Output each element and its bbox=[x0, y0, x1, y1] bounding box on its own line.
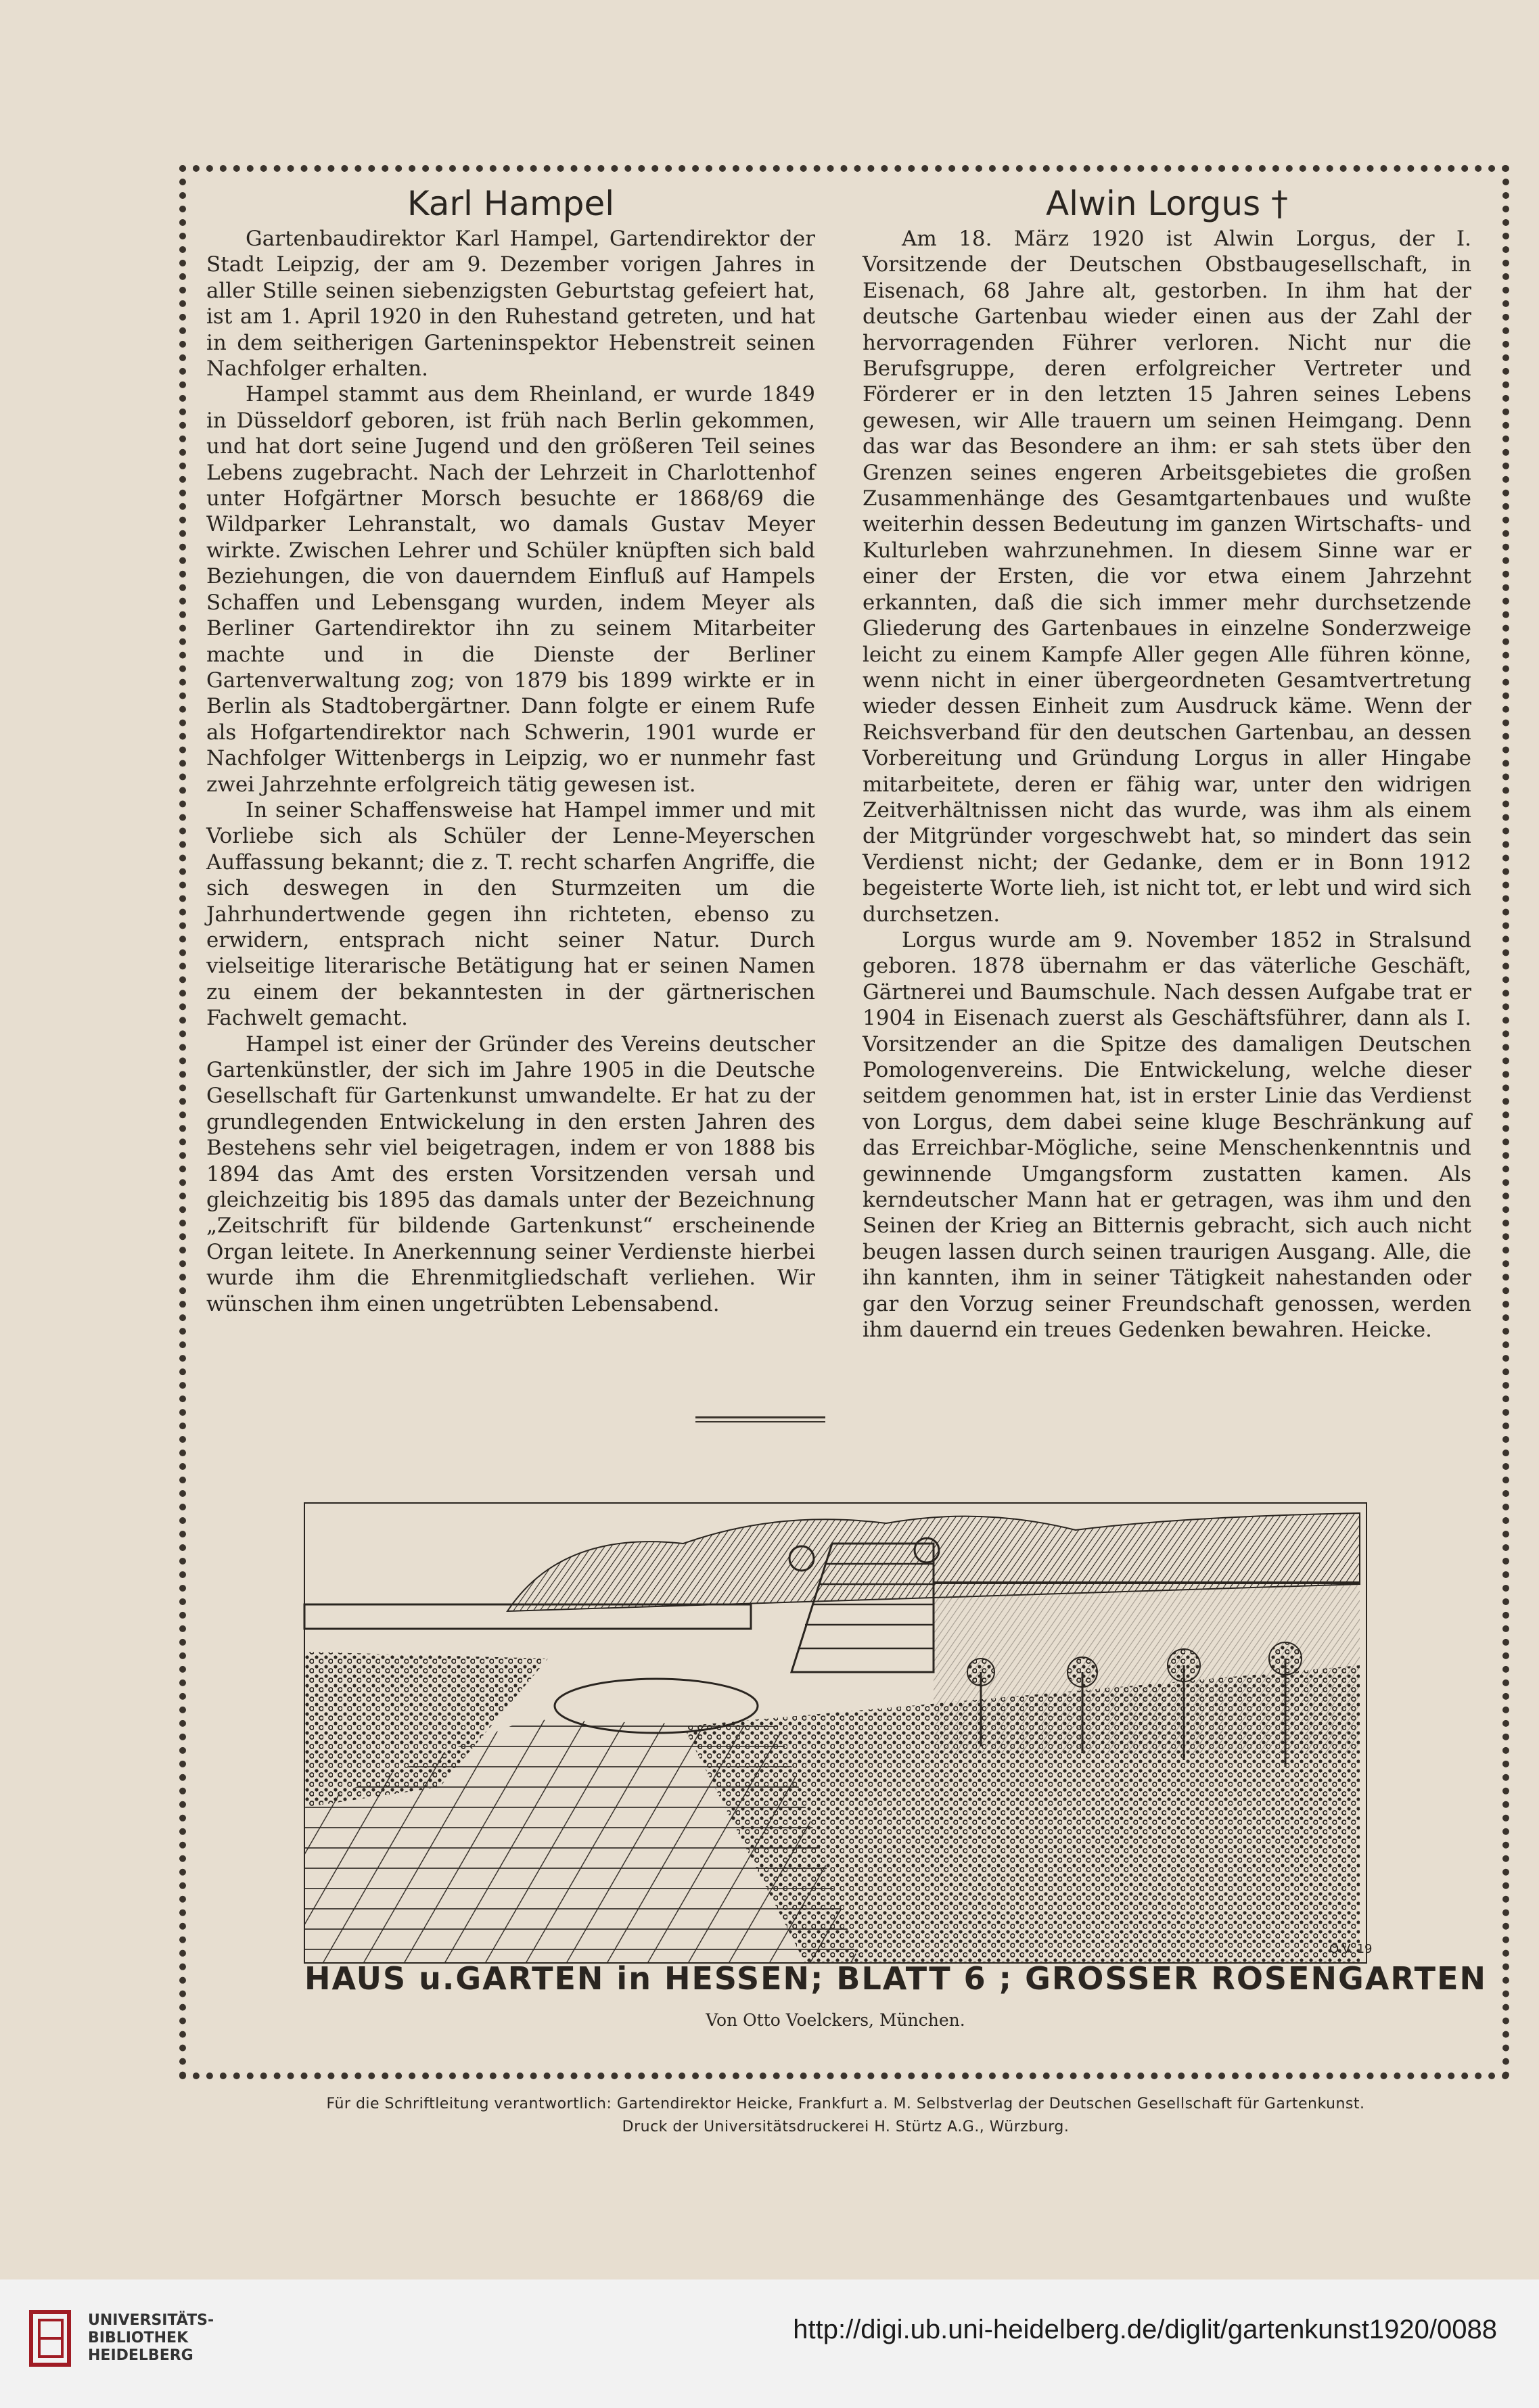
paragraph: Hampel stammt aus dem Rheinland, er wurde 1849 in Düsseldorf geboren, ist früh nach Berlin gekommen, und hat dort seine Jugend und den größeren Teil seines Lebens zugebracht. Nach der Lehrzeit in Charlottenhof unter Hofgärtner Morsch besuchte er 1868/69 die Wildparker Lehranstalt, wo damals Gustav Meyer wirkte. Zwischen Lehrer und Schüler knüpften sich bald Beziehungen, die von dauerndem Einfluß auf Hampels Schaffen und Lebensgang wurden, indem Meyer als Berliner Gartendirektor ihn zu seinem Mitarbeiter machte und in die Dienste der Berliner Gartenverwaltung zog; von 1879 bis 1899 wirkte er in Berlin als Stadtobergärtner. Dann folgte er einem Rufe als Hofgartendirektor nach Schwerin, 1901 wurde er Nachfolger Wittenbergs in Leipzig, wo er nunmehr fast zwei Jahrzehnte erfolgreich tätig gewesen ist. bbox=[206, 382, 815, 797]
imprint-footer bbox=[162, 2093, 1529, 2139]
source-url-link[interactable]: http://digi.ub.uni-heidelberg.de/diglit/gartenkunst1920/0088 bbox=[793, 2315, 1497, 2344]
imprint-line: Druck der Universitätsdruckerei H. Stürtz A.G., Würzburg. bbox=[622, 2118, 1070, 2135]
artist-credit: Von Otto Voelckers, München. bbox=[706, 2010, 965, 2030]
article-title-hampel: Karl Hampel bbox=[407, 184, 615, 223]
library-name-line: BIBLIOTHEK bbox=[88, 2330, 189, 2346]
library-name-line: UNIVERSITÄTS- bbox=[88, 2312, 214, 2329]
rose-garden-illustration bbox=[304, 1503, 1373, 1963]
paragraph: Am 18. März 1920 ist Alwin Lorgus, der I. Vorsitzende der Deutschen Obstbaugesellschaft, in Eisenach, 68 Jahre alt, gestorben. In ihm hat der deutsche Gartenbau wieder einen aus der Zahl der hervorragenden Führer verloren. Nicht nur die Berufsgruppe, deren erfolgreicher Vertreter und Förderer er in den letzten 15 Jahren seines Lebens gewesen, wir Alle trauern um seinen Heimgang. Denn das war das Besondere an ihm: er sah stets über den Grenzen seines engeren Arbeitsgebietes die großen Zusammenhänge des Gesamtgartenbaues und wußte weiterhin dessen Bedeutung im ganzen Wirtschafts- und Kulturleben wahrzunehmen. In diesem Sinne war er einer der Ersten, die vor etwa einem Jahrzehnt erkannten, daß die sich immer mehr durchsetzende Gliederung des Gartenbaues in einzelne Sonderzweige leicht zu einem Kampfe Aller gegen Alle führen könne, wenn nicht in einer übergeordneten Gesamtvertretung wieder dessen Einheit zum Ausdruck käme. Wenn der Reichsverband für den deutschen Gartenbau, an dessen Vorbereitung und Gründung Lorgus in aller Hingabe mitarbeitete, deren er fähig war, unter den widrigen Zeitverhältnissen nicht das wurde, was ihm als einem der Mitgründer vorgeschwebt hat, so mindert das sein Verdienst nicht; der Gedanke, dem er in Bonn 1912 begeisterte Worte lieh, ist nicht tot, er lebt und wird sich durchsetzen. bbox=[863, 227, 1471, 927]
article-title-lorgus: Alwin Lorgus † bbox=[1045, 184, 1289, 223]
paragraph: In seiner Schaffensweise hat Hampel immer und mit Vorliebe sich als Schüler der Lenne-Meyerschen Auffassung bekannt; die z. T. recht scharfen Angriffe, die sich deswegen in den Sturmzeiten um die Jahrhundertwende gegen ihn richteten, ebenso zu erwidern, entsprach nicht seiner Natur. Durch vielseitige literarische Betätigung hat er seinen Namen zu einem der bekanntesten in der gärtnerischen Fachwelt gemacht. bbox=[206, 797, 815, 1031]
university-library-logo-icon bbox=[27, 2308, 74, 2369]
illustration-caption: HAUS u.GARTEN in HESSEN; BLATT 6 ; GROSSER ROSENGARTEN bbox=[304, 1960, 1487, 1997]
article-alwin-lorgus bbox=[863, 183, 1471, 1343]
library-name bbox=[88, 2312, 214, 2365]
section-divider bbox=[695, 1416, 825, 1418]
artist-monogram: O.V. 19 bbox=[1329, 1942, 1373, 1956]
article-karl-hampel bbox=[206, 183, 815, 1317]
imprint-line: Für die Schriftleitung verantwortlich: Gartendirektor Heicke, Frankfurt a. M. Selbstverlag der Deutschen Gesellschaft für Gartenkunst. bbox=[326, 2096, 1365, 2112]
paragraph: Hampel ist einer der Gründer des Vereins deutscher Gartenkünstler, der sich im Jahre 1905 in die Deutsche Gesellschaft für Gartenkunst umwandelte. Er hat zu der grundlegenden Entwickelung in den ersten Jahren des Bestehens sehr viel beigetragen, indem er von 1888 bis 1894 das Amt des ersten Vorsitzenden versah und gleichzeitig bis 1895 das damals unter der Bezeichnung „Zeitschrift für bildende Gartenkunst“ erscheinende Organ leitete. In Anerkennung seiner Verdienste hierbei wurde ihm die Ehrenmitgliedschaft verliehen. Wir wünschen ihm einen ungetrübten Lebensabend. bbox=[206, 1032, 815, 1316]
paragraph: Gartenbaudirektor Karl Hampel, Gartendirektor der Stadt Leipzig, der am 9. Dezember vorigen Jahres in aller Stille seinen siebenzigsten Geburtstag gefeiert hat, ist am 1. April 1920 in den Ruhestand getreten, und hat in dem seitherigen Garteninspektor Hebenstreit seinen Nachfolger erhalten. bbox=[206, 227, 815, 381]
paragraph: Lorgus wurde am 9. November 1852 in Stralsund geboren. 1878 übernahm er das väterliche Geschäft, Gärtnerei und Baumschule. Nach dessen Aufgabe trat er 1904 in Eisenach zuerst als Geschäftsführer, dann als I. Vorsitzender an die Spitze des damaligen Deutschen Pomologenvereins. Die Entwickelung, welche dieser seitdem genommen hat, ist in erster Linie das Verdienst von Lorgus, dem dabei seine kluge Beschränkung auf das Erreichbar-Mögliche, seine Menschenkenntnis und gewinnende Umgangsform zustatten kamen. Als kerndeutscher Mann hat er getragen, was ihm und den Seinen der Krieg an Bitternis gebracht, sich auch nicht beugen lassen durch seinen traurigen Ausgang. Alle, die ihn kannten, ihm in seiner Tätigkeit nahestanden oder gar den Vorzug seiner Freundschaft genossen, werden ihm dauernd ein treues Gedenken bewahren. Heicke. bbox=[863, 927, 1471, 1343]
section-divider bbox=[695, 1421, 825, 1422]
library-name-line: HEIDELBERG bbox=[88, 2347, 193, 2364]
